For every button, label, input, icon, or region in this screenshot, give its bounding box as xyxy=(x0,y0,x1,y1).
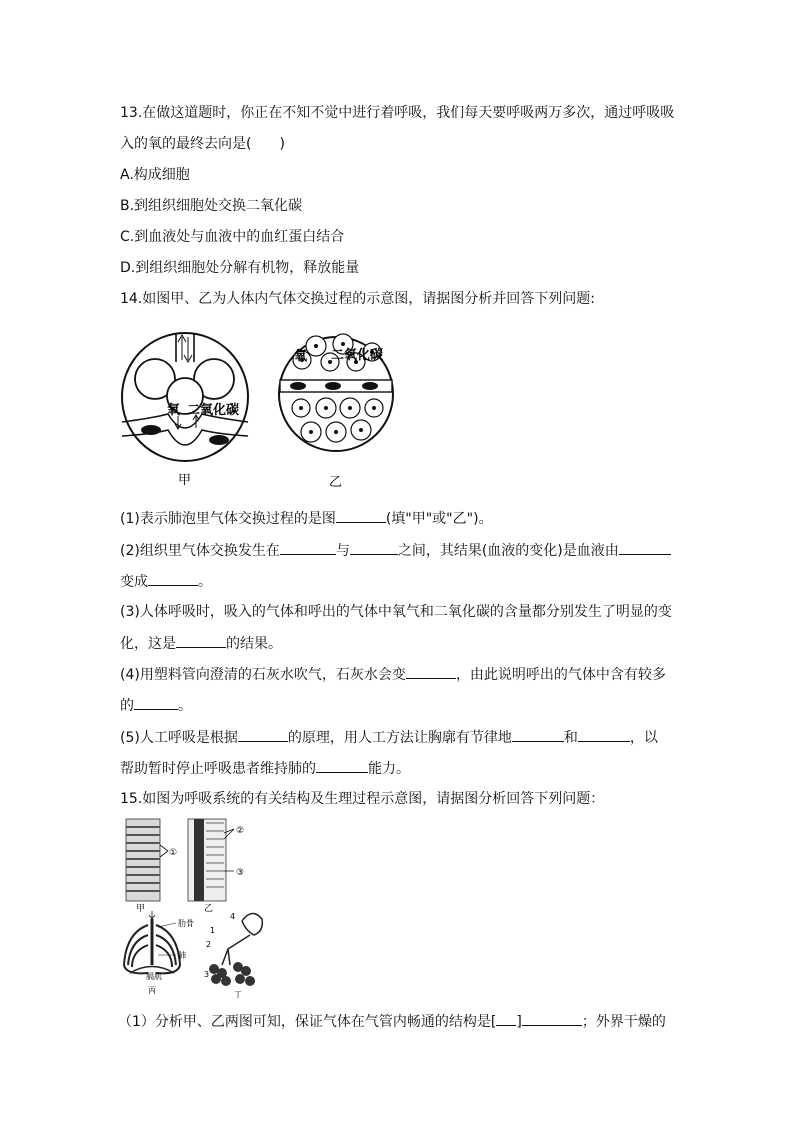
label-d2: 2 xyxy=(206,940,212,949)
red-blood-cell xyxy=(362,382,378,390)
q14-stem: 14.如图甲、乙为人体内气体交换过程的示意图，请据图分析并回答下列问题: xyxy=(120,291,595,307)
q13-option-c: C.到血液处与血液中的血红蛋白结合 xyxy=(120,229,345,245)
q14-sub5: (5)人工呼吸是根据 的原理，用人工方法让胸廓有节律地 和 ，以 xyxy=(120,727,658,748)
q13-option-b: B.到组织细胞处交换二氧化碳 xyxy=(120,198,303,214)
q13-stem-line2: 入的氧的最终去向是( ) xyxy=(120,136,285,152)
label-2: ② xyxy=(236,826,245,836)
label-bing: 丙 xyxy=(148,986,156,995)
answer-blank[interactable] xyxy=(406,664,456,679)
respiratory-tract-figure xyxy=(222,913,262,965)
q15-sub1: （1）分析甲、乙两图可知，保证气体在气管内畅通的结构是[ ] ；外界干燥的 xyxy=(118,1011,666,1032)
label-lung: 肺 xyxy=(178,951,186,960)
answer-blank[interactable] xyxy=(134,695,178,710)
q14-sub2-cont: 变成 。 xyxy=(120,571,212,592)
q13-option-d: D.到组织细胞处分解有机物，释放能量 xyxy=(120,260,360,276)
label-d1: 1 xyxy=(210,926,216,935)
figure-label-yi: 乙 xyxy=(329,475,343,490)
q14-sub4-cont: 的 。 xyxy=(120,695,192,716)
label-1: ① xyxy=(169,848,178,858)
label-ding: 丁 xyxy=(234,990,242,999)
yi-oxygen-label: 氧 xyxy=(294,349,308,364)
red-blood-cell xyxy=(290,382,306,390)
red-blood-cell xyxy=(209,435,229,445)
label-3: ③ xyxy=(236,868,245,878)
answer-blank[interactable] xyxy=(522,1011,582,1026)
q14-sub5-cont: 帮助暂时停止呼吸患者维持肺的 能力。 xyxy=(120,758,410,779)
answer-blank[interactable] xyxy=(578,727,630,742)
q14-sub3: (3)人体呼吸时，吸入的气体和呼出的气体中氧气和二氧化碳的含量都分别发生了明显的变 xyxy=(120,604,672,620)
q14-sub2: (2)组织里气体交换发生在 与 之间，其结果(血液的变化)是血液由 xyxy=(120,540,671,561)
label-jia: 甲 xyxy=(136,904,146,914)
tissue-cells-bottom xyxy=(292,398,383,442)
answer-blank[interactable] xyxy=(148,571,198,586)
air-arrow-icon xyxy=(178,335,192,362)
q13-stem-line1: 13.在做这道题时，你正在不知不觉中进行着呼吸，我们每天要呼吸两万多次，通过呼吸吸 xyxy=(120,105,675,121)
answer-blank[interactable] xyxy=(238,727,288,742)
jia-oxygen-label: 氧 xyxy=(167,403,181,418)
rib-cage-figure xyxy=(124,919,180,973)
yi-co2-label: 二氧化碳 xyxy=(331,348,384,363)
label-diaphragm: 膈肌 xyxy=(146,972,162,981)
answer-blank[interactable] xyxy=(336,508,386,523)
answer-blank[interactable] xyxy=(176,633,226,648)
trachea-figure xyxy=(126,819,168,901)
answer-blank[interactable] xyxy=(496,1011,516,1026)
answer-blank[interactable] xyxy=(316,758,368,773)
q14-sub4: (4)用塑料管向澄清的石灰水吹气，石灰水会变 ，由此说明呼出的气体中含有较多 xyxy=(120,664,666,685)
red-blood-cell xyxy=(141,425,161,435)
q14-figure xyxy=(118,322,428,492)
q15-figure xyxy=(118,815,278,1005)
jia-co2-label: 二氧化碳 xyxy=(187,403,240,418)
q15-stem: 15.如图为呼吸系统的有关结构及生理过程示意图，请据图分析回答下列问题： xyxy=(120,791,605,807)
red-blood-cell xyxy=(325,382,341,390)
figure-label-jia: 甲 xyxy=(178,473,192,488)
answer-blank[interactable] xyxy=(280,540,336,555)
label-d4: 4 xyxy=(230,912,236,921)
alveoli-cluster xyxy=(209,962,255,986)
trachea-wall-figure xyxy=(188,819,234,901)
answer-blank[interactable] xyxy=(619,540,671,555)
label-d3: 3 xyxy=(204,970,210,979)
label-yi: 乙 xyxy=(204,904,214,914)
answer-blank[interactable] xyxy=(350,540,398,555)
answer-blank[interactable] xyxy=(512,727,564,742)
q14-sub1: (1)表示肺泡里气体交换过程的是图 (填"甲"或"乙")。 xyxy=(120,508,493,529)
q14-sub3-cont: 化，这是 的结果。 xyxy=(120,633,282,654)
label-rib: 肋骨 xyxy=(178,919,194,928)
q13-option-a: A.构成细胞 xyxy=(120,167,190,183)
